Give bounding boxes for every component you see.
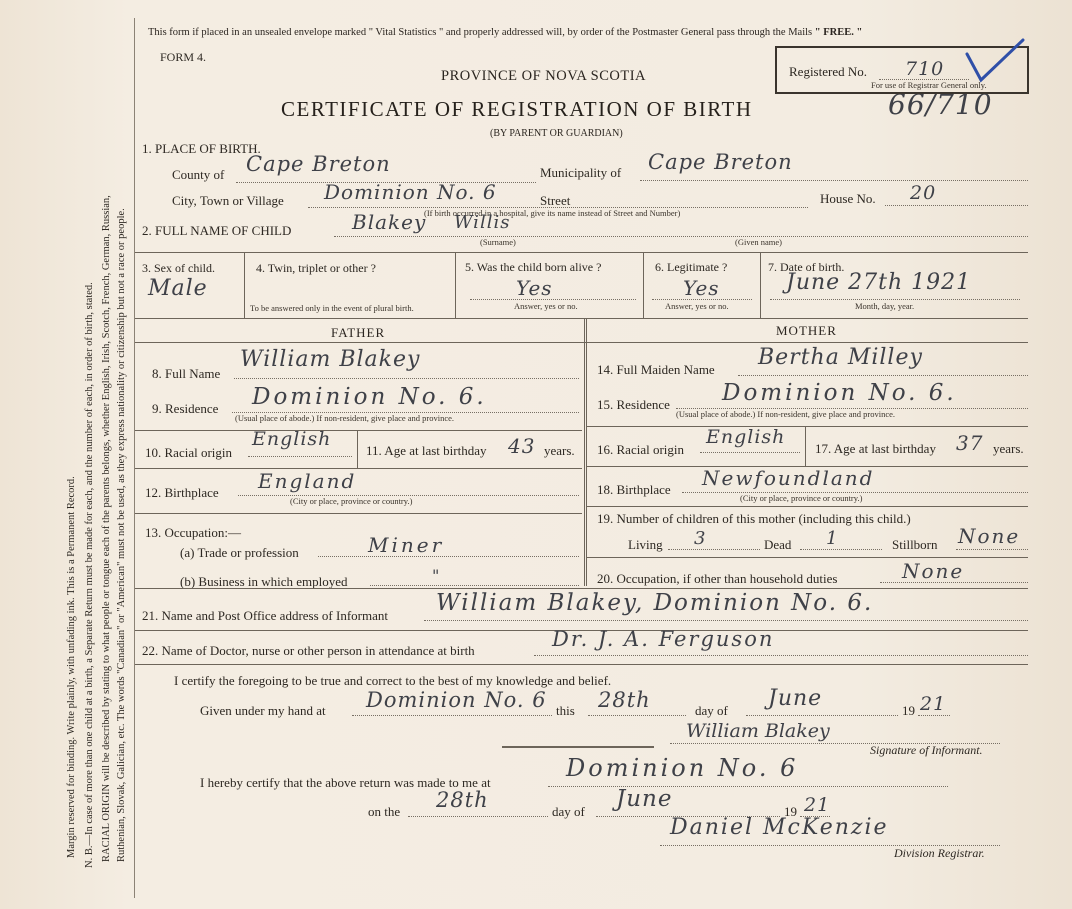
father-residence-note: (Usual place of abode.) If non-resident, give place and province.: [235, 413, 455, 423]
county-value: Cape Breton: [246, 152, 391, 176]
born-alive-label: 5. Was the child born alive ?: [465, 260, 602, 274]
informant-value: William Blakey, Dominion No. 6.: [436, 590, 874, 616]
registrar-only-note: For use of Registrar General only.: [871, 80, 987, 90]
section-divider: [502, 746, 654, 748]
certify-year-prefix: 19: [902, 703, 915, 718]
child-surname-value: Blakey: [352, 210, 427, 234]
father-residence-value: Dominion No. 6.: [252, 384, 487, 410]
registrar-on-label: on the: [368, 804, 401, 819]
living-value: 3: [694, 528, 707, 549]
father-racial-value: English: [252, 428, 332, 450]
certify-month-value: June: [768, 686, 823, 711]
certify-year-value: 21: [920, 693, 947, 715]
living-label: Living: [628, 537, 663, 552]
certify-this-label: this: [556, 703, 575, 718]
mother-children-label: 19. Number of children of this mother (including this child.): [597, 511, 911, 526]
stillborn-label: Stillborn: [892, 537, 938, 552]
father-age-unit: years.: [544, 443, 575, 458]
father-residence-label: 9. Residence: [152, 401, 219, 416]
city-label: City, Town or Village: [172, 193, 284, 208]
registrar-day-value: 28th: [436, 788, 489, 812]
stillborn-value: None: [958, 524, 1021, 548]
legitimate-label: 6. Legitimate ?: [655, 260, 728, 274]
mother-residence-label: 15. Residence: [597, 397, 670, 412]
informant-label: 21. Name and Post Office address of Informant: [142, 608, 388, 623]
mother-racial-label: 16. Racial origin: [597, 442, 685, 457]
sex-value: Male: [148, 276, 208, 301]
certificate-subtitle: (BY PARENT OR GUARDIAN): [490, 128, 623, 139]
surname-note: (Surname): [480, 237, 516, 247]
mother-age-value: 37: [956, 431, 984, 455]
street-label: Street: [540, 193, 571, 208]
house-number-label: House No.: [820, 191, 876, 206]
registrar-statement: I hereby certify that the above return was made to me at: [200, 775, 491, 790]
mother-name-value: Bertha Milley: [758, 345, 923, 370]
father-business-value: ": [432, 566, 441, 585]
margin-racial-note: RACIAL ORIGIN will be described by stating to what people or tongue each of the parents belongs, whether English, Irish, Scotch, French, German, Russian,: [101, 195, 112, 862]
certify-day-of-label: day of: [695, 703, 728, 718]
given-name-note: (Given name): [735, 237, 782, 247]
child-name-label: 2. FULL NAME OF CHILD: [142, 223, 292, 238]
father-birthplace-value: England: [258, 469, 357, 493]
father-age-value: 43: [508, 434, 536, 458]
father-racial-label: 10. Racial origin: [145, 445, 233, 460]
mother-birthplace-note: (City or place, province or country.): [740, 493, 863, 503]
registrar-month-value: June: [616, 786, 673, 812]
dead-label: Dead: [764, 537, 792, 552]
child-given-name-value: Willis: [454, 212, 511, 233]
mother-heading: MOTHER: [776, 323, 837, 338]
mother-occupation-label: 20. Occupation, if other than household duties: [597, 571, 838, 586]
county-label: County of: [172, 167, 225, 182]
registrar-year-value: 21: [804, 794, 831, 816]
given-under-hand-label: Given under my hand at: [200, 703, 326, 718]
legitimate-note: Answer, yes or no.: [665, 301, 729, 311]
certify-day-value: 28th: [598, 688, 651, 712]
father-occupation-label: 13. Occupation:—: [145, 525, 242, 540]
father-birthplace-label: 12. Birthplace: [145, 485, 219, 500]
binding-margin-line: [134, 18, 135, 898]
father-age-label: 11. Age at last birthday: [366, 443, 487, 458]
registrar-signature-label: Division Registrar.: [894, 846, 985, 860]
father-name-value: William Blakey: [240, 347, 421, 372]
informant-signature: William Blakey: [686, 720, 830, 742]
born-alive-value: Yes: [516, 276, 553, 300]
registered-number-value: 710: [905, 58, 945, 80]
margin-racial-note-2: Ruthenian, Slovak, Galician, etc. The words "Canadian" or "American" must not be used, as they express nationality or citizenship but not a race or people.: [116, 208, 127, 862]
date-of-birth-note: Month, day, year.: [855, 301, 915, 311]
registrar-day-of-label: day of: [552, 804, 585, 819]
twin-label: 4. Twin, triplet or other ?: [256, 261, 376, 275]
legitimate-value: Yes: [683, 276, 720, 300]
handwritten-register-number: 66/710: [888, 88, 993, 121]
municipality-value: Cape Breton: [648, 150, 793, 174]
certify-statement: I certify the foregoing to be true and correct to the best of my knowledge and belief.: [174, 673, 612, 688]
father-trade-value: Miner: [368, 533, 445, 557]
street-note: (If birth occurred in a hospital, give its name instead of Street and Number): [424, 208, 681, 218]
date-of-birth-label: 7. Date of birth.: [768, 260, 845, 274]
mother-age-label: 17. Age at last birthday: [815, 441, 936, 456]
father-trade-label: (a) Trade or profession: [180, 545, 299, 560]
mother-age-unit: years.: [993, 441, 1024, 456]
checkmark-icon: [965, 36, 1027, 86]
postal-notice: This form if placed in an unsealed envelope marked " Vital Statistics " and properly addressed will, by order of the Postmaster General pass through the Mails " FREE. ": [148, 27, 863, 38]
informant-signature-label: Signature of Informant.: [870, 743, 983, 757]
sex-label: 3. Sex of child.: [142, 261, 215, 275]
registered-label: Registered No.: [789, 64, 867, 79]
mother-birthplace-value: Newfoundland: [702, 466, 875, 490]
registrar-signature: Daniel McKenzie: [670, 815, 889, 840]
mother-residence-value: Dominion No. 6.: [722, 380, 957, 406]
place-of-birth-heading: 1. PLACE OF BIRTH.: [142, 141, 261, 156]
mother-residence-note: (Usual place of abode.) If non-resident, give place and province.: [676, 409, 896, 419]
mother-racial-value: English: [706, 426, 786, 448]
father-heading: FATHER: [331, 325, 386, 340]
province-heading: PROVINCE OF NOVA SCOTIA: [441, 68, 646, 84]
mother-birthplace-label: 18. Birthplace: [597, 482, 671, 497]
certify-place-value: Dominion No. 6: [366, 688, 547, 712]
form-number: FORM 4.: [160, 50, 207, 64]
doctor-label: 22. Name of Doctor, nurse or other person in attendance at birth: [142, 643, 475, 658]
father-name-label: 8. Full Name: [152, 366, 221, 381]
house-number-value: 20: [910, 182, 937, 204]
dead-value: 1: [826, 528, 839, 549]
father-birthplace-note: (City or place, province or country.): [290, 496, 413, 506]
mother-occupation-value: None: [902, 559, 965, 583]
born-alive-note: Answer, yes or no.: [514, 301, 578, 311]
registrar-place-value: Dominion No. 6: [566, 754, 799, 782]
municipality-label: Municipality of: [540, 165, 622, 180]
twin-note: To be answered only in the event of plural birth.: [250, 303, 414, 313]
margin-nb-note: N. B.—In case of more than one child at a birth, a Separate Return must be made for each, and the number of each, in order of birth, stated.: [84, 282, 95, 868]
mother-name-label: 14. Full Maiden Name: [597, 362, 715, 377]
registrar-year-prefix: 19: [784, 804, 797, 819]
father-business-label: (b) Business in which employed: [180, 574, 348, 589]
registered-number-box: [775, 46, 1029, 94]
city-value: Dominion No. 6: [324, 180, 497, 204]
doctor-value: Dr. J. A. Ferguson: [552, 627, 775, 651]
margin-binding-note: Margin reserved for binding. Write plainly, with unfading ink. This is a Permanent Record.: [66, 476, 77, 858]
date-of-birth-value: June 27th 1921: [786, 270, 972, 295]
certificate-title: CERTIFICATE OF REGISTRATION OF BIRTH: [281, 97, 753, 121]
